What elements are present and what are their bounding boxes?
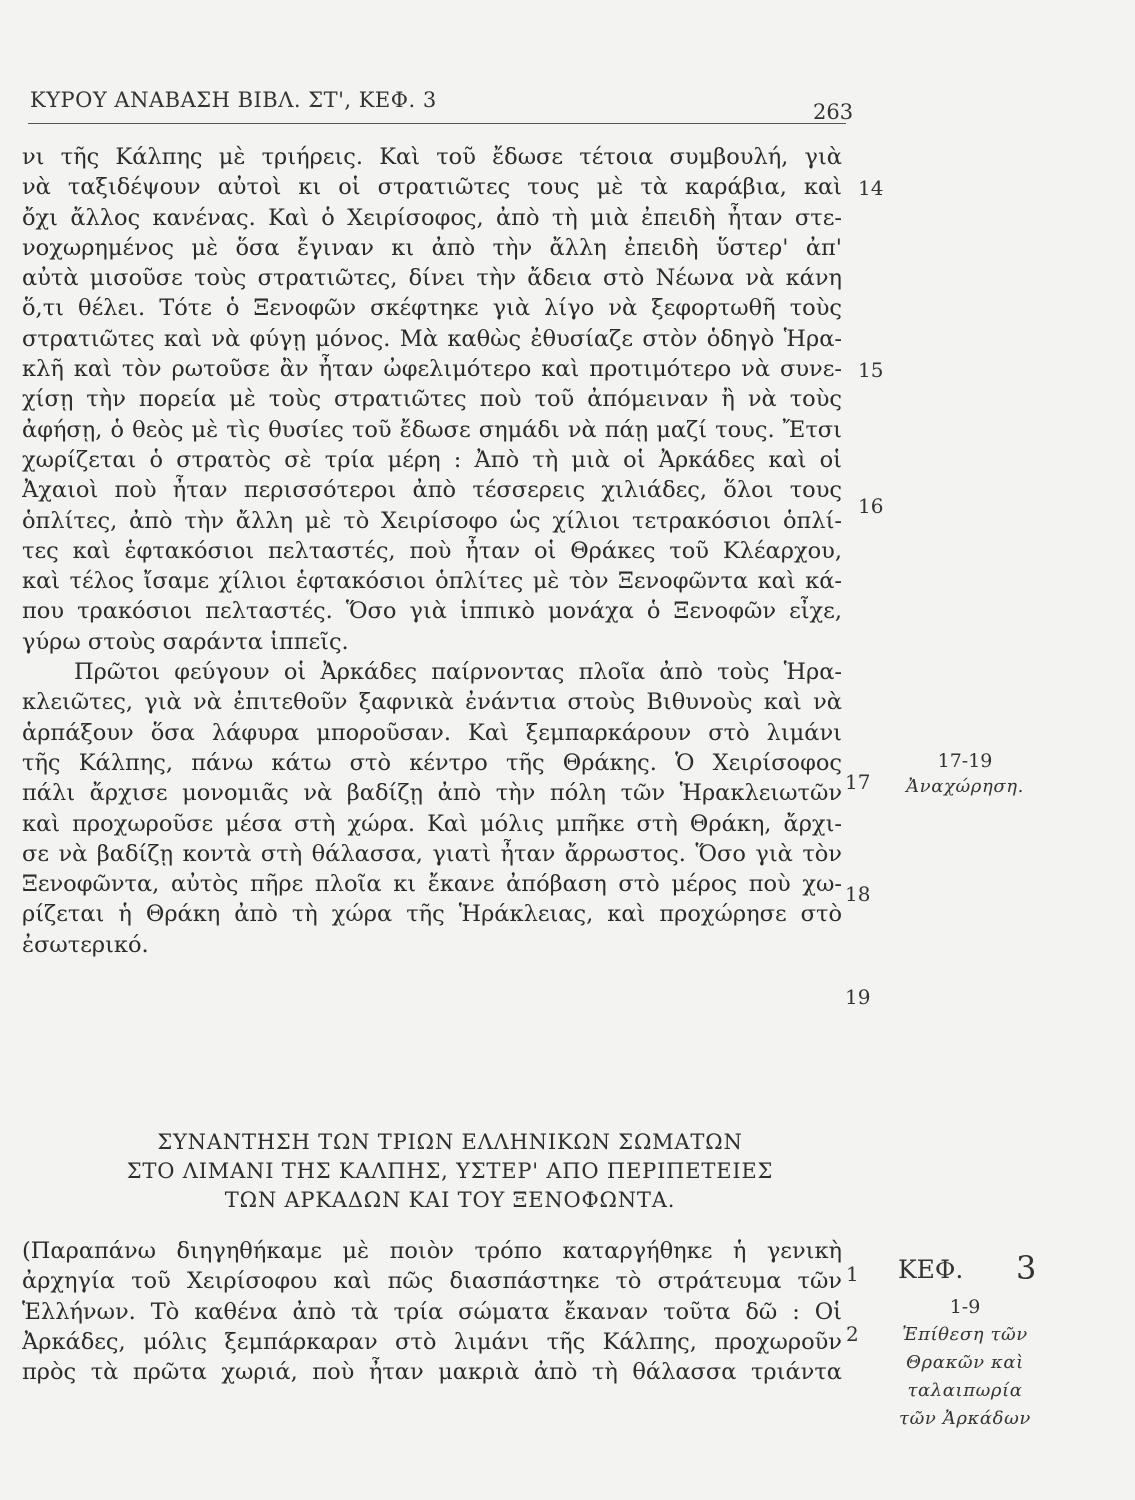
text-line: Ἑλλήνων. Τὸ καθένα ἀπὸ τὰ τρία σώματα ἔκαναν τοῦτα δῶ : Οἱ bbox=[22, 1298, 842, 1325]
chapter-label-number: 3 bbox=[1016, 1249, 1037, 1287]
chapter-heading-line: ΣΤΟ ΛΙΜΑΝΙ ΤΗΣ ΚΑΛΠΗΣ, ΥΣΤΕΡ' ΑΠΟ ΠΕΡΙΠΕΤΕΙΕΣ bbox=[126, 1159, 774, 1183]
section-number-15: 15 bbox=[858, 358, 884, 382]
text-line: ἀφήσῃ, ὁ θεὸς μὲ τὶς θυσίες τοῦ ἔδωσε σημάδι νὰ πάῃ μαζί τους. Ἔτσι bbox=[22, 416, 842, 443]
margin-note-line: Θρακῶν καὶ bbox=[906, 1352, 1024, 1373]
margin-note-range: 1-9 bbox=[949, 1296, 981, 1318]
margin-note-line: ταλαιπωρία bbox=[907, 1380, 1023, 1401]
chapter-label-text: ΚΕΦ. bbox=[898, 1255, 964, 1284]
running-head: ΚΥΡΟΥ ΑΝΑΒΑΣΗ ΒΙΒΛ. ΣΤ', ΚΕΦ. 3 bbox=[30, 88, 437, 112]
margin-note-line: Ἐπίθεση τῶν bbox=[902, 1324, 1028, 1345]
text-line: αὐτὰ μισοῦσε τοὺς στρατιῶτες, δίνει τὴν ἄδεια στὸ Νέωνα νὰ κάνη bbox=[22, 265, 842, 292]
section-number-14: 14 bbox=[858, 176, 884, 200]
text-line: καὶ προχωροῦσε μέσα στὴ χώρα. Καὶ μόλις μπῆκε στὴ Θράκη, ἄρχι- bbox=[22, 810, 842, 837]
text-line: ὁπλίτες, ἀπὸ τὴν ἄλλη μὲ τὸ Χειρίσοφο ὡς χίλιοι τετρακόσιοι ὁπλί- bbox=[22, 507, 842, 534]
text-line: σε νὰ βαδίζῃ κοντὰ στὴ θάλασσα, γιατὶ ἦταν ἄρρωστος. Ὅσο γιὰ τὸν bbox=[22, 840, 842, 867]
chapter-heading bbox=[100, 1128, 800, 1215]
text-line: στρατιῶτες καὶ νὰ φύγῃ μόνος. Μὰ καθὼς ἐθυσίαζε στὸν ὁδηγὸ Ἡρα- bbox=[22, 325, 842, 352]
margin-note-line: τῶν Ἀρκάδων bbox=[899, 1408, 1031, 1429]
chapter-text bbox=[22, 1236, 842, 1387]
text-line: που τρακόσιοι πελταστές. Ὅσο γιὰ ἱππικὸ μονάχα ὁ Ξενοφῶν εἶχε, bbox=[22, 598, 842, 625]
text-line: πρὸς τὰ πρῶτα χωριά, ποὺ ἦταν μακριὰ ἀπὸ τὴ θάλασσα τριάντα bbox=[22, 1359, 842, 1386]
text-line: κλειῶτες, γιὰ νὰ ἐπιτεθοῦν ξαφνικὰ ἐνάντια στοὺς Βιθυνοὺς καὶ νὰ bbox=[22, 689, 842, 716]
text-line: Ἀχαιοὶ ποὺ ἦταν περισσότεροι ἀπὸ τέσσερεις χιλιάδες, ὅλοι τους bbox=[22, 477, 842, 504]
text-line: ρίζεται ἡ Θράκη ἀπὸ τὴ χώρα τῆς Ἡράκλειας, καὶ προχώρησε στὸ bbox=[22, 901, 842, 928]
text-line: καὶ τέλος ἴσαμε χίλιοι ἑφτακόσιοι ὁπλίτες μὲ τὸν Ξενοφῶντα καὶ κά- bbox=[22, 568, 842, 595]
margin-note-title: Ἀναχώρηση. bbox=[906, 776, 1024, 797]
main-text bbox=[22, 142, 842, 960]
text-line: γύρω στοὺς σαράντα ἱππεῖς. bbox=[22, 628, 349, 655]
text-line: ἐσωτερικό. bbox=[22, 931, 149, 958]
text-line: ἁρπάξουν ὅσα λάφυρα μποροῦσαν. Καὶ ξεμπαρκάρουν στὸ λιμάνι bbox=[22, 719, 842, 746]
text-line: πάλι ἄρχισε μονομιᾶς νὰ βαδίζῃ ἀπὸ τὴν πόλη τῶν Ἡρακλειωτῶν bbox=[22, 780, 842, 807]
text-line: χίσῃ τὴν πορεία μὲ τοὺς στρατιῶτες ποὺ τοῦ ἀπόμειναν ἢ νὰ τοὺς bbox=[22, 386, 842, 413]
section-number-17: 17 bbox=[845, 770, 871, 794]
text-line: νὰ ταξιδέψουν αὐτοὶ κι οἱ στρατιῶτες τους μὲ τὰ καράβια, καὶ bbox=[22, 174, 842, 201]
margin-note-departure bbox=[880, 748, 1050, 800]
margin-note-attack bbox=[875, 1293, 1055, 1433]
section-number-1: 1 bbox=[846, 1262, 859, 1286]
text-line: νι τῆς Κάλπης μὲ τριήρεις. Καὶ τοῦ ἔδωσε τέτοια συμβουλή, γιὰ bbox=[22, 144, 842, 170]
chapter-label bbox=[898, 1249, 1048, 1287]
section-number-2: 2 bbox=[846, 1322, 859, 1346]
text-line: ὄχι ἄλλος κανένας. Καὶ ὁ Χειρίσοφος, ἀπὸ τὴ μιὰ ἐπειδὴ ἦταν στε- bbox=[22, 204, 842, 231]
text-line: ἀρχηγία τοῦ Χειρίσοφου καὶ πῶς διασπάστηκε τὸ στράτευμα τῶν bbox=[22, 1268, 842, 1295]
chapter-heading-line: ΣΥΝΑΝΤΗΣΗ ΤΩΝ ΤΡΙΩΝ ΕΛΛΗΝΙΚΩΝ ΣΩΜΑΤΩΝ bbox=[157, 1130, 743, 1154]
text-line: τες καὶ ἑφτακόσιοι πελταστές, ποὺ ἦταν οἱ Θράκες τοῦ Κλέαρχου, bbox=[22, 537, 842, 564]
text-line: Ἀρκάδες, μόλις ξεμπάρκαραν στὸ λιμάνι τῆς Κάλπης, προχωροῦν bbox=[22, 1328, 842, 1355]
header-rule bbox=[28, 123, 846, 124]
chapter-heading-line: ΤΩΝ ΑΡΚΑΔΩΝ ΚΑΙ ΤΟΥ ΞΕΝΟΦΩΝΤΑ. bbox=[224, 1188, 676, 1212]
text-line: κλῆ καὶ τὸν ρωτοῦσε ἂν ἦταν ὠφελιμότερο καὶ προτιμότερο νὰ συνε- bbox=[22, 356, 842, 383]
text-line: Ξενοφῶντα, αὐτὸς πῆρε πλοῖα κι ἔκανε ἀπόβαση στὸ μέρος ποὺ χω- bbox=[22, 871, 842, 898]
section-number-19: 19 bbox=[845, 985, 871, 1009]
margin-note-range: 17-19 bbox=[937, 750, 993, 772]
page-number: 263 bbox=[813, 100, 854, 124]
section-number-16: 16 bbox=[858, 494, 884, 518]
section-number-18: 18 bbox=[845, 882, 871, 906]
text-line: Πρῶτοι φεύγουν οἱ Ἀρκάδες παίρνοντας πλοῖα ἀπὸ τοὺς Ἡρα- bbox=[74, 659, 842, 686]
text-line: ὅ,τι θέλει. Τότε ὁ Ξενοφῶν σκέφτηκε γιὰ λίγο νὰ ξεφορτωθῆ τοὺς bbox=[22, 295, 842, 322]
text-line: νοχωρημένος μὲ ὅσα ἔγιναν κι ἀπὸ τὴν ἄλλη ἐπειδὴ ὕστερ' ἀπ' bbox=[22, 234, 842, 261]
text-line: χωρίζεται ὁ στρατὸς σὲ τρία μέρη : Ἀπὸ τὴ μιὰ οἱ Ἀρκάδες καὶ οἱ bbox=[22, 446, 842, 473]
text-line: τῆς Κάλπης, πάνω κάτω στὸ κέντρο τῆς Θράκης. Ὁ Χειρίσοφος bbox=[22, 749, 842, 776]
text-line: (Παραπάνω διηγηθήκαμε μὲ ποιὸν τρόπο καταργήθηκε ἡ γενικὴ bbox=[22, 1238, 842, 1264]
